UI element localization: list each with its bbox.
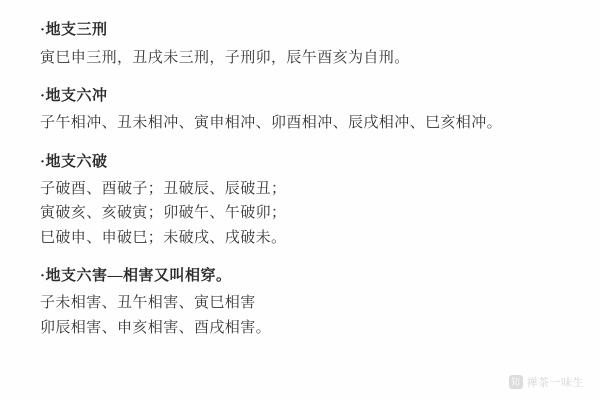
section-line: 子未相害、丑午相害、寅巳相害: [40, 295, 256, 312]
section-six-clashes: [40, 84, 566, 136]
section-line: 卯辰相害、申亥相害、酉戌相害。: [40, 319, 272, 336]
section-line: 巳破申、申破巳；未破戌、戌破未。: [40, 229, 287, 246]
section-heading: ·地支六害—相害又叫相穿。: [40, 267, 232, 284]
section-heading: ·地支六冲: [40, 87, 108, 104]
watermark-author: 禅茶一味生: [526, 377, 584, 389]
section-six-harms: [40, 264, 566, 340]
watermark: [509, 374, 585, 390]
zhihu-logo-icon: 知: [509, 375, 523, 389]
section-line: 寅巳申三刑，丑戌未三刑，子刑卯，辰午酉亥为自刑。: [40, 49, 410, 66]
section-heading: ·地支三刑: [40, 22, 108, 38]
section-six-destructions: [40, 150, 566, 250]
section-three-punishments: [40, 18, 566, 70]
section-line: 子破酉、酉破子；丑破辰、辰破丑；: [40, 181, 287, 198]
section-line: 子午相冲、丑未相冲、寅申相冲、卯酉相冲、辰戌相冲、巳亥相冲。: [40, 115, 503, 132]
section-line: 寅破亥、亥破寅；卯破午、午破卯；: [40, 205, 287, 222]
section-heading: ·地支六破: [40, 153, 108, 170]
